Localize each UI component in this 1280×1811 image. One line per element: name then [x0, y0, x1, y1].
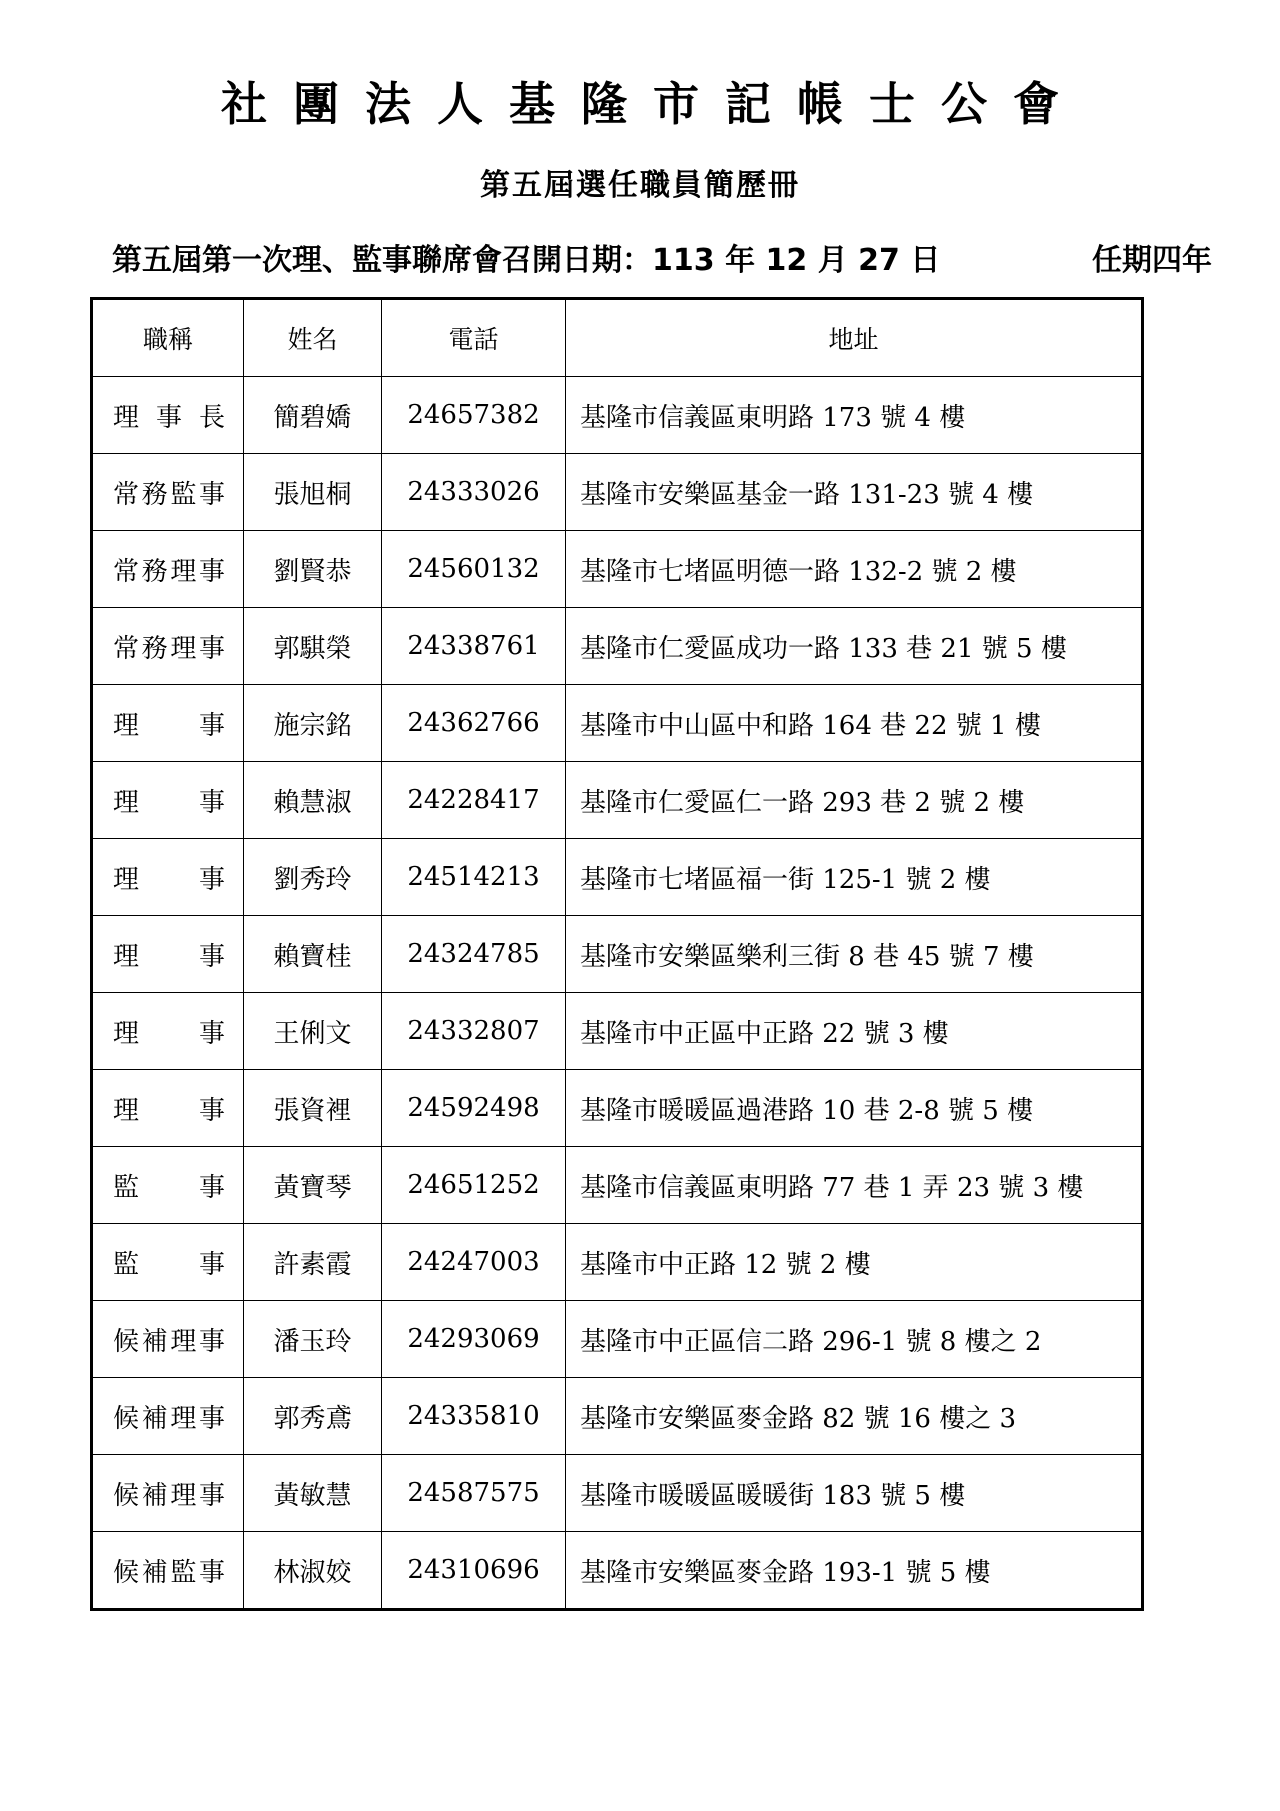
officer-name: 黃寶琴 — [244, 1147, 382, 1224]
officer-name: 賴慧淑 — [244, 762, 382, 839]
officer-phone: 24651252 — [382, 1147, 566, 1224]
officer-phone: 24324785 — [382, 916, 566, 993]
officer-title: 監事 — [92, 1224, 244, 1301]
officer-address: 基隆市暖暖區暖暖街 183 號 5 樓 — [566, 1455, 1143, 1532]
meeting-date: 第五屆第一次理、監事聯席會召開日期：113 年 12 月 27 日 — [112, 243, 941, 278]
table-row — [92, 685, 1143, 762]
officer-address: 基隆市暖暖區過港路 10 巷 2-8 號 5 樓 — [566, 1070, 1143, 1147]
officer-phone: 24362766 — [382, 685, 566, 762]
officer-address: 基隆市仁愛區成功一路 133 巷 21 號 5 樓 — [566, 608, 1143, 685]
document-title: 社團法人基隆市記帳士公會 — [221, 77, 1085, 131]
officer-phone: 24657382 — [382, 377, 566, 454]
table-row — [92, 1147, 1143, 1224]
officer-phone: 24228417 — [382, 762, 566, 839]
officer-name: 王俐文 — [244, 993, 382, 1070]
officer-address: 基隆市仁愛區仁一路 293 巷 2 號 2 樓 — [566, 762, 1143, 839]
officer-title: 理事 — [92, 685, 244, 762]
officer-phone: 24514213 — [382, 839, 566, 916]
officer-name: 施宗銘 — [244, 685, 382, 762]
table-row — [92, 1070, 1143, 1147]
officer-title: 監事 — [92, 1147, 244, 1224]
table-row — [92, 1378, 1143, 1455]
officer-phone: 24560132 — [382, 531, 566, 608]
table-row — [92, 531, 1143, 608]
table-row — [92, 762, 1143, 839]
officer-name: 賴寶桂 — [244, 916, 382, 993]
column-header-address: 地址 — [566, 299, 1143, 377]
officer-title: 理事 — [92, 1070, 244, 1147]
officer-title: 理事長 — [92, 377, 244, 454]
table-row — [92, 1532, 1143, 1610]
document-subtitle: 第五屆選任職員簡歷冊 — [480, 168, 800, 203]
officer-title: 候補理事 — [92, 1455, 244, 1532]
officer-phone: 24333026 — [382, 454, 566, 531]
officer-name: 林淑姣 — [244, 1532, 382, 1610]
officer-address: 基隆市安樂區基金一路 131-23 號 4 樓 — [566, 454, 1143, 531]
officer-address: 基隆市七堵區福一街 125-1 號 2 樓 — [566, 839, 1143, 916]
officer-name: 黃敏慧 — [244, 1455, 382, 1532]
officer-title: 理事 — [92, 839, 244, 916]
meeting-info-line — [112, 235, 1212, 278]
officer-address: 基隆市安樂區麥金路 82 號 16 樓之 3 — [566, 1378, 1143, 1455]
officer-address: 基隆市安樂區麥金路 193-1 號 5 樓 — [566, 1532, 1143, 1610]
table-row — [92, 608, 1143, 685]
table-row — [92, 993, 1143, 1070]
officer-name: 張旭桐 — [244, 454, 382, 531]
term-length: 任期四年 — [1092, 243, 1212, 278]
officer-phone: 24310696 — [382, 1532, 566, 1610]
officer-address: 基隆市信義區東明路 173 號 4 樓 — [566, 377, 1143, 454]
column-header-name: 姓名 — [244, 299, 382, 377]
officer-phone: 24332807 — [382, 993, 566, 1070]
officer-roster-table — [90, 297, 1144, 1611]
table-row — [92, 454, 1143, 531]
officer-title: 候補監事 — [92, 1532, 244, 1610]
officer-address: 基隆市中山區中和路 164 巷 22 號 1 樓 — [566, 685, 1143, 762]
table-row — [92, 1224, 1143, 1301]
officer-address: 基隆市信義區東明路 77 巷 1 弄 23 號 3 樓 — [566, 1147, 1143, 1224]
officer-name: 潘玉玲 — [244, 1301, 382, 1378]
officer-phone: 24587575 — [382, 1455, 566, 1532]
officer-title: 理事 — [92, 993, 244, 1070]
officer-name: 張資裡 — [244, 1070, 382, 1147]
officer-address: 基隆市中正區中正路 22 號 3 樓 — [566, 993, 1143, 1070]
column-header-title: 職稱 — [92, 299, 244, 377]
officer-phone: 24335810 — [382, 1378, 566, 1455]
officer-title: 常務理事 — [92, 608, 244, 685]
officer-name: 郭騏榮 — [244, 608, 382, 685]
table-row — [92, 377, 1143, 454]
column-header-phone: 電話 — [382, 299, 566, 377]
officer-title: 理事 — [92, 762, 244, 839]
officer-name: 簡碧嬌 — [244, 377, 382, 454]
table-row — [92, 916, 1143, 993]
officer-phone: 24293069 — [382, 1301, 566, 1378]
officer-title: 常務理事 — [92, 531, 244, 608]
officer-title: 候補理事 — [92, 1378, 244, 1455]
officer-name: 許素霞 — [244, 1224, 382, 1301]
officer-title: 常務監事 — [92, 454, 244, 531]
officer-title: 候補理事 — [92, 1301, 244, 1378]
table-row — [92, 839, 1143, 916]
table-row — [92, 1455, 1143, 1532]
officer-name: 郭秀鳶 — [244, 1378, 382, 1455]
officer-address: 基隆市安樂區樂利三街 8 巷 45 號 7 樓 — [566, 916, 1143, 993]
officer-phone: 24247003 — [382, 1224, 566, 1301]
table-row — [92, 1301, 1143, 1378]
officer-phone: 24338761 — [382, 608, 566, 685]
officer-address: 基隆市中正區信二路 296-1 號 8 樓之 2 — [566, 1301, 1143, 1378]
officer-address: 基隆市中正路 12 號 2 樓 — [566, 1224, 1143, 1301]
officer-title: 理事 — [92, 916, 244, 993]
table-header-row — [92, 299, 1143, 377]
officer-name: 劉秀玲 — [244, 839, 382, 916]
officer-phone: 24592498 — [382, 1070, 566, 1147]
officer-name: 劉賢恭 — [244, 531, 382, 608]
officer-address: 基隆市七堵區明德一路 132-2 號 2 樓 — [566, 531, 1143, 608]
